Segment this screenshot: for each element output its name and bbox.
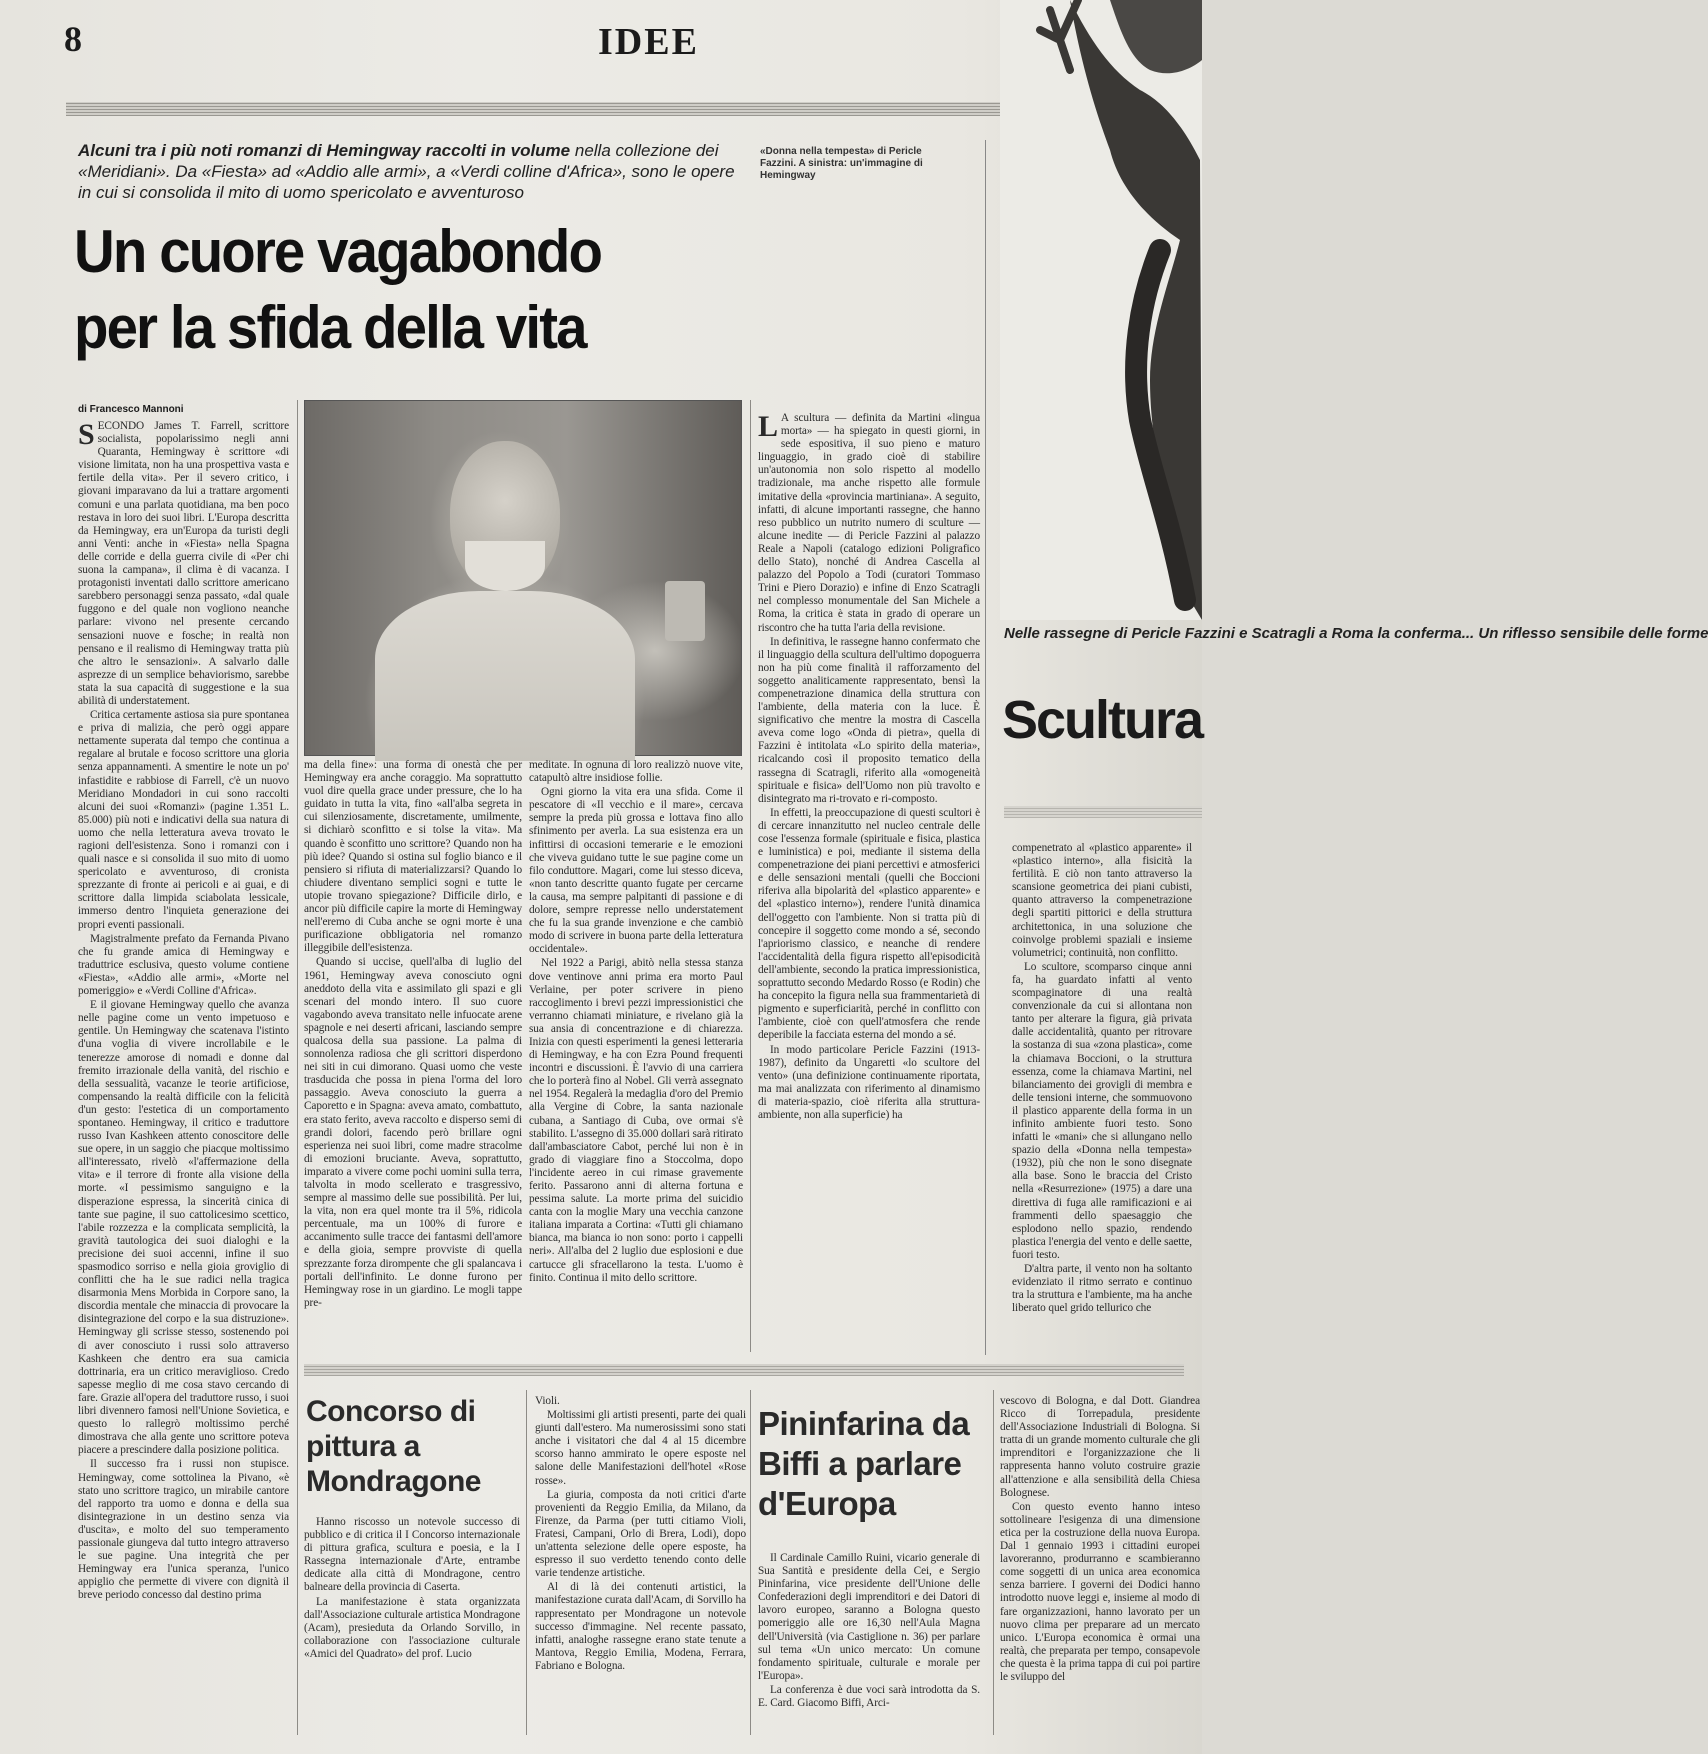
paragraph: Hanno riscosso un notevole successo di pubblico e di critica il I Concorso internazionale di pittura grafica, scultura e poesia, e la I Rassegna internazionale d'Arte, entrambe dedicate alla città di Mondragone, centro balneare della provincia di Caserta. bbox=[304, 1516, 520, 1594]
paragraph: Al di là dei contenuti artistici, la manifestazione curata dall'Acam, di Sorvillo ha rappresentato per Mondragone un notevole successo d'immagine. Nel recente passato, infatti, analoghe rassegne erano state tenute a Mantova, Reggio Emilia, Modena, Ferrara, Fabriano e Bologna. bbox=[535, 1581, 746, 1672]
photo-shirt-shape bbox=[375, 591, 635, 761]
photo-beard-shape bbox=[465, 541, 545, 591]
paragraph: Violi. bbox=[535, 1395, 560, 1407]
article-column-1 bbox=[78, 420, 289, 1698]
hemingway-photo bbox=[304, 400, 742, 756]
column-rule bbox=[750, 1390, 751, 1735]
section-title: IDEE bbox=[598, 21, 699, 63]
paragraph: D'altra parte, il vento non ha soltanto evidenziato il ritmo serrato e continuo tra la struttura e l'ambiente, ma ha anche liberato quel grido tellurico che bbox=[1012, 1263, 1192, 1315]
article-column-2 bbox=[304, 759, 522, 1351]
pininfarina-column-2 bbox=[1000, 1395, 1200, 1735]
pininfarina-column-1 bbox=[758, 1552, 980, 1732]
article-column-3 bbox=[529, 759, 743, 1351]
paragraph: Con questo evento hanno inteso sottolineare l'esigenza di una dimensione etica per la costruzione della nuova Europa. Dal 1 gennaio 1993 i cittadini europei lavoreranno, produrranno e scambieranno come soggetti di un unica area economica senza barriere. I governi dei Dodici hanno introdotto nuove leggi e, insieme al modo di fare organizzazioni, hanno lavorato per un nuovo clima per preparare ad un mercato unico. L'Europa economica è ormai una realtà, che preparata per tempo, consapevole che questa è la prima tappa di cui poi partire le sviluppo del bbox=[1000, 1500, 1200, 1683]
paragraph: Quando si uccise, quell'alba di luglio del 1961, Hemingway aveva conosciuto ogni aneddoto della vita e assimilato gli spazi e gli scenari del mondo intero. Il suo cuore vagabondo aveva transitato nelle infuocate arene spagnole e nei deserti africani, lasciando sempre qualcosa della sua passione. La palma di sonnolenza radiosa che gli scrittori disperdono nei siti in cui dimorano. Quasi uomo che veste trasducida che possa in piena l'orma del loro passaggio. Aveva conosciuto la guerra a Caporetto e in Spagna: aveva amato, combattuto, era stato ferito, aveva raccolto e disperso semi di grandi dolori, facendo però brillare ogni esperienza nei suoi libri, come madre stracolme di emozioni bruciante. Aveva, soprattutto, imparato a vivere come pochi uomini sulla terra, talvolta in modo scellerato e trasgressivo, sempre al massimo delle sue possibilità. Per lui, la vita, non era quel monte tra il 5%, ridicola percentuale, ma un 100% di furore e accanimento sulle tracce dei fantasmi dell'amore e della gioia, sempre provviste di quella sprezzante forza dirompente che gli spalancava i portali dell'infinito. Le donne furono per Hemingway rose in un giardino. Le mogli tappe pre- bbox=[304, 956, 522, 1309]
paragraph: Ogni giorno la vita era una sfida. Come il pescatore di «Il vecchio e il mare», cercava sempre la preda più grossa e lottava fino allo sfinimento per averla. La sua esistenza era un infittirsi di occasioni temerarie e le emozioni che viveva guidano tutte le sue pagine come un filo conduttore. Magari, come lui stesso diceva, «non tanto descritte quanto fugate per cercarne la causa, ma sempre palpitanti di passione e di dolore, sempre represse nello understatement che fu la sua grande invenzione e che cambiò modo di scrivere in buona parte della letteratura occidentale». bbox=[529, 786, 743, 956]
paragraph: Critica certamente astiosa sia pure spontanea e priva di malizia, che però oggi appare nettamente superata dal tempo che continua a regalare al brutale e focoso scrittore una gloria senza appannamenti. A smentire le note un po' infastidite e rabbiose di Farrell, c'è un nuovo Meridiano Mondadori in cui sono raccolti alcuni dei suoi «Romanzi» (pagine 1.351 L. 85.000) più noti e indicativi della sua natura di uomo che nella letteratura aveva trovato le ragioni dell'esistenza. Sono i romanzi con i quali nasce e si consolida il suo mito di uomo spericolato e avventuroso, di cronista sprezzante di fronte ai pericoli e ai guai, e di scrittore dalla limpida sciabolata lessicale, immerso dentro l'inquieta generazione dei propri eventi passionali. bbox=[78, 709, 289, 931]
paragraph: vescovo di Bologna, e dal Dott. Giandrea Ricco di Torrepadula, presidente dell'Associazione Industriali di Bologna. Si tratta di un grande momento culturale che gli imprenditori e l'organizzazione che li rappresenta hanno voluto costruire grazie all'attenzione e alla sensibilità della Chiesa Bolognese. bbox=[1000, 1395, 1200, 1499]
pininfarina-headline: Pininfarina da Biffi a parlare d'Europa bbox=[758, 1405, 970, 1522]
sculpture-kicker: Nelle rassegne di Pericle Fazzini e Scatragli a Roma la conferma... Un riflesso sensibile delle forme bbox=[1004, 625, 1708, 642]
paragraph: meditate. In ognuna di loro realizzò nuove vite, catapultò altre insidiose follie. bbox=[529, 759, 743, 785]
drop-cap: S bbox=[78, 418, 95, 451]
article-headline bbox=[74, 214, 732, 366]
column-rule bbox=[526, 1390, 527, 1735]
paragraph: compenetrato al «plastico apparente» il «plastico interno», alla fisicità la fertilità. E ciò non tanto attraverso la scansione geometrica dei piani cubisti, quanto attraverso la compenetrazione degli spartiti pittorici e della struttura architettonica, in una soluzione che coinvolge problemi spaziali e insieme volumetrici; continuità, non conflitto. bbox=[1012, 842, 1192, 959]
sculpture-headline: Scultura bbox=[1002, 690, 1203, 750]
paragraph: E il giovane Hemingway quello che avanza nelle pagine come un vento impetuoso e gentile. Un Hemingway che scatenava l'istinto d'una voglia di vivere incrollabile e le tenerezze amorose di nomadi e donne dal fremito irrazionale della vanità, del rischio e della sessualità, vacanze le teorie artificiose, compensando la realtà difficile con la felicità d'un gesto: l'estetica di un comportamento spontaneo. Hemingway, il critico e traduttore russo Ivan Kashkeen attento conoscitore delle sue opere, in un saggio che piacque moltissimo all'interessato, rivelò «l'affermazione della vita» e il terrore di fronte alla visione della morte. «I pessimismo sanguigno e la disperazione espressa, la sincerità cinica di tante sue pagine, il suo cattolicesimo scettico, l'abile rozzezza e la complicata semplicità, la gravità tautologica dei suoi dialoghi e la precisione dei suoi accenni, infine il suo spasmodico sorriso e nella gioia groviglio di conflitti che ha le sue radici nella tragica disarmonia Mens Morbida in Corpore sano, la discordia mentale che minaccia di provocare la disintegrazione del corpo e la sua distruzione». Hemingway gli scrisse stesso, sostenendo poi di aver conosciuto i russi solo attraverso Kashkeen che dentro era sua camicia dottrinaria, era un critico meraviglioso. Credo sapesse meglio di me cosa stavo cercando di fare. Grazie all'opera del traduttore russo, i suoi libri divennero famosi nell'Unione Sovietica, e questo lo rallegrò moltissimo perché dimostrava che alla gente uno scrittore poteva piacere a prescindere dalla posizione politica. bbox=[78, 999, 289, 1457]
article-kicker bbox=[78, 140, 738, 203]
column-rule bbox=[985, 140, 986, 1355]
paragraph: ECONDO James T. Farrell, scrittore socialista, popolarissimo negli anni Quaranta, Hemingway è scrittore «di visione limitata, non ha una prospettiva vasta e fertile della vita». Per il severo critico, i giovani imparavano da lui a trattare argomenti comuni e una parlata quotidiana, ma ben poco restava in loro dei suoi libri. L'Europa descritta da Hemingway, era un'Europa da turisti degli anni Venti: anche in «Fiesta» nella Spagna delle corride e della guerra civile di «Per chi suona la campana», il clima è di vacanza. I protagonisti inventati dallo scrittore americano sarebbero personaggi senza passato, «dal quale fuggono e del quale non vogliono neanche parlare: vivono nel presente cercando sensazioni nuove e fosche; in realtà non pensano e il realismo di Hemingway tratta più che altro le sensazioni». A salvarlo dalle asprezze di un semplice behaviorismo, sarebbe stata la sua capacità di suggestione e la sua abilità di understatement. bbox=[78, 420, 289, 707]
kicker-bold: Alcuni tra i più noti romanzi di Hemingway raccolti in volume bbox=[78, 141, 571, 160]
headline-line-2: per la sfida della vita bbox=[74, 294, 586, 361]
sculpture-rule bbox=[1004, 806, 1202, 818]
paragraph: Il successo fra i russi non stupisce. Hemingway, come sottolinea la Pivano, «è stato uno scrittore tragico, un mirabile cantore del rapporto tra uomo e donna e della sua disintegrazione in un destino senza via d'uscita», e molto del suo temperamento passionale giungeva dal tutto integro attraverso le sue pagine. Una integrità che per Hemingway era l'unica speranza, l'unico appiglio che permette di vivere con dignità il breve periodo concesso dal destino prima bbox=[78, 1458, 289, 1602]
paragraph: La giuria, composta da noti critici d'arte provenienti da Reggio Emilia, da Milano, da Firenze, da Parma (per tutti citiamo Violi, Fratesi, Campani, Orlo di Brera, Lodi), dopo un'attenta selezione delle opere esposte, ha espresso il suo verdetto tenendo conto delle varie tendenze artistiche. bbox=[535, 1488, 746, 1580]
paragraph: In effetti, la preoccupazione di questi scultori è di cercare innanzitutto nel nucleo centrale delle cose l'essenza formale (spirituale e fisica, plastica e luministica) e poi, mediante il sistema della compenetrazione dei piani percettivi e atmosferici e delle sensazioni mentali (quelli che Boccioni riferiva alla bipolarità del «plastico apparente» e del «plastico interno»), rendere l'unità dinamica dell'oggetto con l'ambiente. Non si tratta più di concepire il soggetto come mondo a sé, secondo l'apriorismo classico, e neanche di rendere l'accidentalità della figura rispetto all'episodicità dell'ambiente, secondo la pratica impressionistica, soprattutto secondo Medardo Rosso (e Rodin) che ha concepito la figura nella sua frammentarietà di pigmento e superficiarità, perché in conflitto con l'ambiente, cioè con quell'atmosfera che rende deperibile la facciata esterna del mondo a sé. bbox=[758, 806, 980, 1042]
paragraph: Nel 1922 a Parigi, abitò nella stessa stanza dove ventinove anni prima era morto Paul Verlaine, per poter scrivere in pieno raccoglimento i brevi pezzi impressionistici che verranno chiamati miniature, e rivelano già la sua ansia di concentrazione e di chiarezza. Inizia con questi esperimenti la genesi letteraria di Hemingway, e ha con Ezra Pound frequenti incontri e discussioni. È l'avvio di una carriera che lo porterà fino al Nobel. Gli verrà assegnato nel 1954. Regalerà la medaglia d'oro del Premio alla Vergine di Cobre, la santa nazionale cubana, a Santiago di Cuba, ove ormai s'è stabilito. L'assegno di 35.000 dollari sarà ritirato dall'ambasciatore Cabot, perché lui non è in grado di viaggiare fino a Stoccolma, dopo l'incidente aereo in cui rimase gravemente ferito. Passarono anni di alterna fortuna e pessima salute. La morte prima del suicidio canta con la moglie Mary una vecchia canzone italiana imparata a Cortina: «Tutti gli chiamano bianca, ma bianca io non sono: porto i cappelli neri». All'alba del 2 luglio due esplosioni e due cartucce gli sfracellarono la testa. L'uomo è finito. Continua il mito dello scrittore. bbox=[529, 957, 743, 1284]
paragraph: La manifestazione è stata organizzata dall'Associazione culturale artistica Mondragone (Acam), presieduta da Orlando Sorvillo, in collaborazione con l'associazione culturale «Amici del Quadrato» del prof. Lucio bbox=[304, 1595, 520, 1660]
photo-caption: «Donna nella tempesta» di Pericle Fazzini. A sinistra: un'immagine di Hemingway bbox=[760, 146, 923, 181]
column-rule bbox=[297, 400, 298, 1735]
sculpture-photo bbox=[1000, 0, 1202, 620]
paragraph: ma della fine»: una forma di onestà che per Hemingway era anche coraggio. Ma soprattutto vuol dire quella grace under pressure, che lo ha guidato in tutta la vita, fino «all'alba segreta in cui silenziosamente, discretamente, umilmente, si dichiarò sconfitto e si tolse la vita». Ma quando è sconfitto uno scrittore? Quando non ha più idee? Quando si ostina sul foglio bianco e il pensiero si rifiuta di materializzarsi? Quando lo chiudere diventano semplici sogni e tutte le utopie trovano spiegazione? Difficile dirlo, e ancor più difficile capire la morte di Hemingway nell'eremo di Cuba anche se ogni morte è una purificazione obbligatoria nel romanzo illeggibile dell'esistenza. bbox=[304, 759, 522, 955]
paragraph: Magistralmente prefato da Fernanda Pivano che fu grande amica di Hemingway e traduttrice esclusiva, questo volume contiene «Fiesta», «Addio alle armi», «Morte nel pomeriggio» e «Verdi Colline d'Africa». bbox=[78, 932, 289, 998]
paragraph: In modo particolare Pericle Fazzini (1913-1987), definito da Ungaretti «lo scultore del vento» (una definizione continuamente riportata, ma mai analizzata con riferimento al dinamismo di materia-spazio, cioè riferita alla struttura-ambiente, non alla superficie) ha bbox=[758, 1043, 980, 1121]
headline-line-1: Un cuore vagabondo bbox=[74, 218, 602, 285]
column-rule bbox=[750, 400, 751, 1352]
paragraph: Moltissimi gli artisti presenti, parte dei quali giunti dall'estero. Ma numerosissimi sono stati anche i visitatori che dal 4 al 15 dicembre scorso hanno ammirato le opere esposte nel salone delle Manifestazioni dell'hotel «Rose rosse». bbox=[535, 1409, 746, 1487]
byline: di Francesco Mannoni bbox=[78, 404, 184, 415]
sculpture-column-1 bbox=[758, 412, 980, 1352]
paragraph: La conferenza è due voci sarà introdotta da S. E. Card. Giacomo Biffi, Arci- bbox=[758, 1683, 980, 1710]
paragraph: Lo scultore, scomparso cinque anni fa, ha guardato infatti al vento scompaginatore di una realtà convenzionale da cui si allontana non tanto per alterare la figura, già privata dalle accidentalità, quanto per ritrovare la sostanza di sua «zona plastica», come la chiamava Boccioni, o la struttura essenza, come la chiamava Martini, nel bilanciamento dei grovigli di membra e delle tensioni interne, che sommuovono il plastico apparente della forma in un infinito ambiente fuori testo. Sono infatti le «mani» che si allungano nello spazio della «Donna nella tempesta» (1932), più che non le sono disegnate alla base. Sono le braccia del Cristo nella «Resurrezione» (1975) a dare una direttiva di fuga alle ramificazioni e ai frammenti dello spaesaggio che esplodono nello spazio, rendendo plastica l'energia del vento e delle saette, fuori testo. bbox=[1012, 960, 1192, 1261]
concorso-headline: Concorso di pittura a Mondragone bbox=[306, 1395, 481, 1498]
drop-cap: L bbox=[758, 410, 778, 443]
paragraph: A scultura — definita da Martini «lingua morta» — ha spiegato in questi giorni, in sede espositiva, il suo pieno e maturo linguaggio, in grado cioè di stabilire un'autonomia non solo rispetto al modello tradizionale, ma anche rispetto alle formule imitative della «provincia martiniana». A seguito, infatti, di alcune importanti rassegne, che hanno reso pubblico un nutrito numero di sculture — alcune inedite — di Pericle Fazzini al palazzo Reale a Napoli (catalogo edizioni Poligrafico dello Stato), nonché di Andrea Cascella al palazzo del Popolo a Todi (curatori Tommaso Trini e Piero Dorazio) e infine di Enzo Scatragli nel complesso monumentale del San Michele a Roma, la critica è stata in grado di operare un riscontro che ha tutta l'aria della revisione. bbox=[758, 412, 980, 634]
section-rule bbox=[304, 1364, 1184, 1376]
concorso-column-2 bbox=[535, 1395, 746, 1733]
photo-lamp-shape bbox=[665, 581, 705, 641]
concorso-column-1 bbox=[304, 1516, 520, 1732]
sculpture-column-2 bbox=[1012, 842, 1192, 1354]
page-number: 8 bbox=[64, 19, 82, 59]
column-rule bbox=[993, 1390, 994, 1735]
paragraph: In definitiva, le rassegne hanno confermato che il linguaggio della scultura dell'ultimo dopoguerra non ha più come finalità il rafforzamento del soggetto analiticamente rappresentato, bensì la compenetrazione dinamica della struttura con l'ambiente, della materia con la luce. È significativo che mentre la mostra di Cascella aveva come logo «Onda di pietra», quella di Fazzini è intitolata «Lo spirito della materia», ricalcando così il proposito tematico della rassegna di Scatragli, riferito alla «omogeneità spirituale e fisica» dell'Uomo non più travolto e disintegrato ma ri-trovato e ri-composto. bbox=[758, 635, 980, 805]
paragraph: Il Cardinale Camillo Ruini, vicario generale di Sua Santità e presidente della Cei, e Sergio Pininfarina, vice presidente dell'Unione delle Confederazioni degli imprenditori e dei Datori di lavoro europeo, saranno a Bologna questo pomeriggio alle ore 16,30 nell'Aula Magna dell'Università (via Castiglione n. 36) per parlare sul tema «Un unico mercato: Un comune fondamento spirituale, culturale e morale per l'Europa». bbox=[758, 1552, 980, 1682]
kicker-rest: nella collezione dei «Meridiani». Da «Fiesta» ad «Addio alle armi», a «Verdi colline d'Africa», sono le opere in cui si consolida il mito di uomo spericolato e avventuroso bbox=[78, 141, 735, 202]
